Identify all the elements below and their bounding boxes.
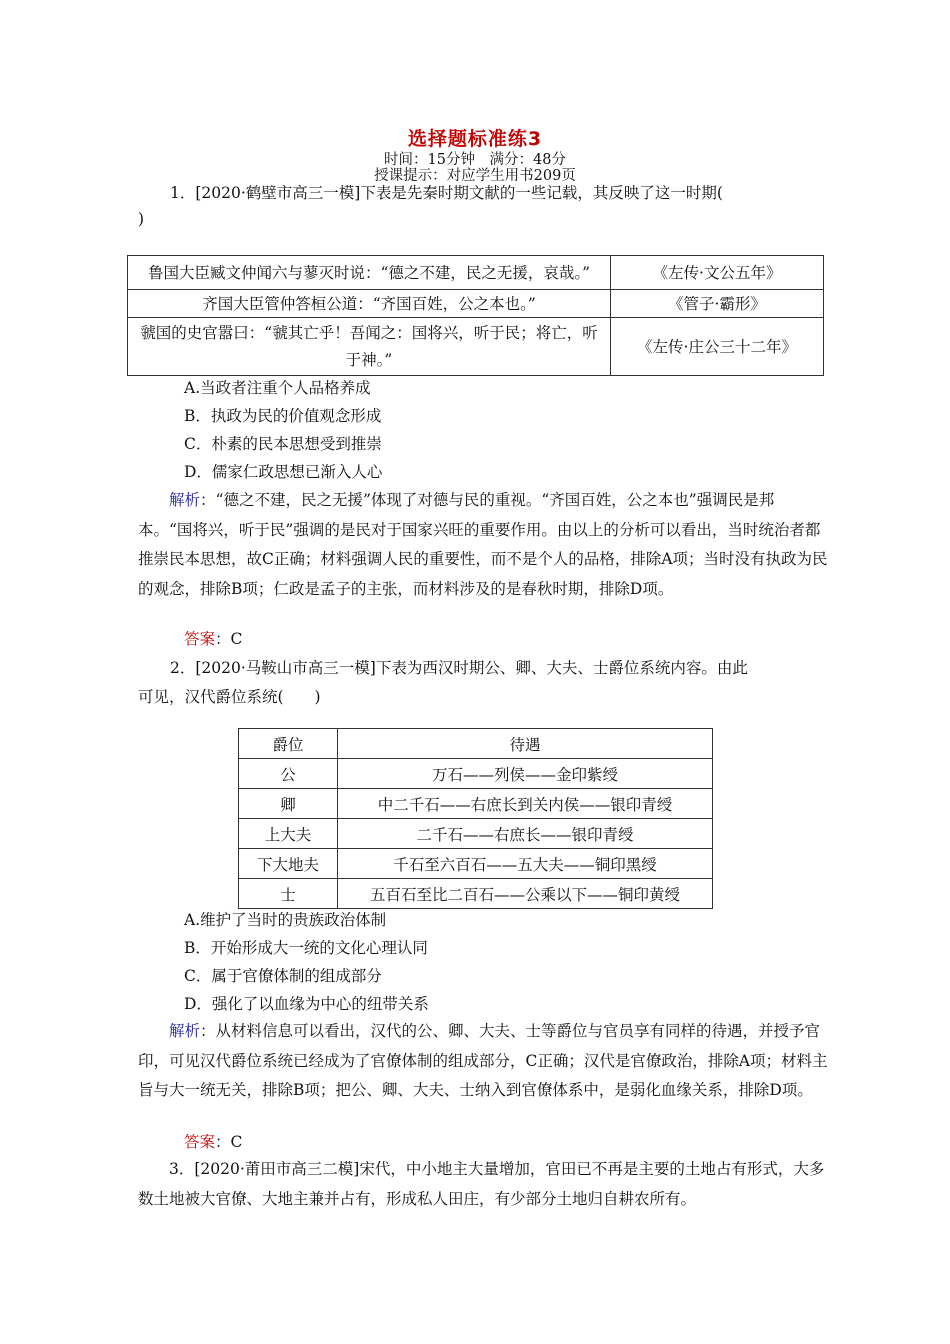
table-row <box>128 290 824 318</box>
q1-option-a: A.当政者注重个人品格养成 <box>184 379 371 397</box>
table-cell: 《左传·庄公三十二年》 <box>611 318 824 376</box>
table-row <box>239 759 713 789</box>
q2-rank-table <box>238 728 713 909</box>
q1-option-b: B．执政为民的价值观念形成 <box>184 407 382 425</box>
table-header: 爵位 <box>239 729 338 759</box>
table-row <box>239 879 713 909</box>
table-header-row <box>239 729 713 759</box>
q2-analysis <box>138 1017 828 1106</box>
answer-text: ：C <box>215 1133 243 1151</box>
table-cell: 上大夫 <box>239 819 338 849</box>
q2-answer <box>184 1130 242 1152</box>
table-cell: 下大地夫 <box>239 849 338 879</box>
table-row <box>239 789 713 819</box>
table-cell: 二千石——右庶长——银印青绶 <box>338 819 713 849</box>
time-info: 时间：15分钟 满分：48分 <box>384 152 566 168</box>
table-cell: 《管子·霸形》 <box>611 290 824 318</box>
analysis-label: 解析 <box>169 491 201 509</box>
q2-option-d: D．强化了以血缘为中心的纽带关系 <box>184 995 429 1013</box>
table-row <box>239 849 713 879</box>
table-cell: 卿 <box>239 789 338 819</box>
answer-label: 答案 <box>184 1133 216 1151</box>
table-cell: 虢国的史官嚣曰：“虢其亡乎！吾闻之：国将兴，听于民；将亡，听于神。” <box>128 318 611 376</box>
table-cell: 《左传·文公五年》 <box>611 256 824 290</box>
table-row <box>239 819 713 849</box>
answer-text: ：C <box>215 630 243 648</box>
table-row <box>128 256 824 290</box>
table-cell: 齐国大臣管仲答桓公道：“齐国百姓，公之本也。” <box>128 290 611 318</box>
q2-stem-line1: 2．[2020·马鞍山市高三一模]下表为西汉时期公、卿、大夫、士爵位系统内容。由此 <box>170 659 748 677</box>
q1-option-d: D．儒家仁政思想已渐入人心 <box>184 463 383 481</box>
q1-option-c: C．朴素的民本思想受到推崇 <box>184 435 382 453</box>
table-cell: 公 <box>239 759 338 789</box>
hint-text: 授课提示：对应学生用书209页 <box>374 168 576 184</box>
analysis-text: ：从材料信息可以看出，汉代的公、卿、大夫、士等爵位与官员享有同样的待遇，并授予官印，可见汉代爵位系统已经成为了官僚体制的组成部分，C正确；汉代是官僚政治，排除A项；材料主旨与大一统无关，排除B项；把公、卿、大夫、士纳入到官僚体系中，是弱化血缘关系，排除D项。 <box>138 1022 828 1099</box>
table-cell: 中二千石——右庶长到关内侯——银印青绶 <box>338 789 713 819</box>
q1-source-table <box>127 255 824 376</box>
table-cell: 鲁国大臣臧文仲闻六与蓼灭时说：“德之不建，民之无援，哀哉。” <box>128 256 611 290</box>
q2-option-b: B．开始形成大一统的文化心理认同 <box>184 939 428 957</box>
q1-analysis <box>138 486 828 604</box>
q1-stem-line1: 1．[2020·鹤壁市高三一模]下表是先秦时期文献的一些记载，其反映了这一时期( <box>170 184 723 202</box>
q1-stem-line2: ) <box>138 210 145 228</box>
q2-stem-line2: 可见，汉代爵位系统( ) <box>138 688 321 706</box>
analysis-text: ：“德之不建，民之无援”体现了对德与民的重视。“齐国百姓，公之本也”强调民是邦本。“国将兴，听于民”强调的是民对于国家兴旺的重要作用。由以上的分析可以看出，当时统治者都推崇民本思想，故C正确；材料强调人民的重要性，而不是个人的品格，排除A项；当时没有执政为民的观念，排除B项；仁政是孟子的主张，而材料涉及的是春秋时期，排除D项。 <box>138 491 828 598</box>
q3-stem: 3．[2020·莆田市高三二模]宋代，中小地主大量增加，官田已不再是主要的土地占有形式，大多数土地被大官僚、大地主兼并占有，形成私人田庄，有少部分土地归自耕农所有。 <box>138 1160 825 1208</box>
table-cell: 万石——列侯——金印紫绶 <box>338 759 713 789</box>
q1-answer <box>184 627 242 649</box>
table-cell: 千石至六百石——五大夫——铜印黑绶 <box>338 849 713 879</box>
q2-option-c: C．属于官僚体制的组成部分 <box>184 967 382 985</box>
page-title: 选择题标准练3 <box>407 128 543 150</box>
answer-label: 答案 <box>184 630 216 648</box>
table-header: 待遇 <box>338 729 713 759</box>
table-row <box>128 318 824 376</box>
table-cell: 五百石至比二百石——公乘以下——铜印黄绶 <box>338 879 713 909</box>
q2-option-a: A.维护了当时的贵族政治体制 <box>184 911 387 929</box>
table-cell: 士 <box>239 879 338 909</box>
analysis-label: 解析 <box>169 1022 201 1040</box>
